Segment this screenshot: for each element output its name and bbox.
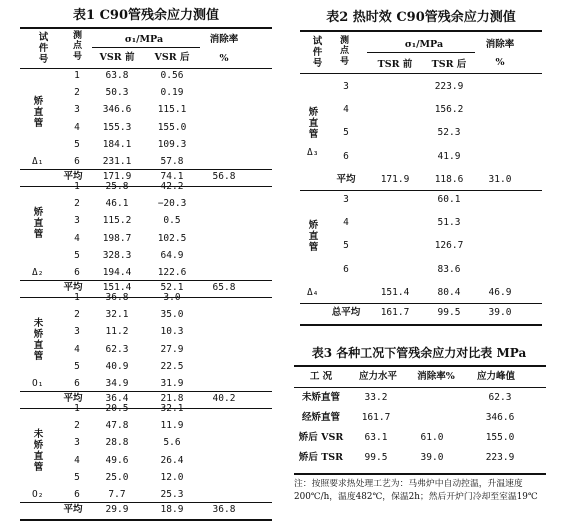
table3-cell-level: 99.5: [364, 452, 388, 463]
table-cell-after: 122.6: [157, 267, 187, 278]
table3-row-label: 未矫直管: [301, 392, 341, 403]
table-cell-before: 46.1: [105, 198, 129, 210]
table-cell-point: 3: [343, 194, 349, 205]
group-label: 矫直管: [308, 220, 319, 253]
table3-cell-peak: 155.0: [485, 432, 515, 443]
table1-col-sigma: σ₁/MPa: [124, 34, 164, 45]
avg-after: 21.8: [160, 393, 184, 405]
table-cell-point: 4: [343, 104, 349, 116]
table2-group-rule: [300, 303, 542, 304]
table2-top-rule: [300, 30, 542, 32]
table-cell-point: 5: [343, 127, 349, 139]
table-cell-after: 35.0: [160, 309, 184, 321]
table-cell-after: 156.2: [434, 104, 464, 116]
table3-row-label: 矫后 VSR: [298, 432, 344, 443]
table-cell-after: 52.3: [437, 127, 461, 139]
avg-label: 平均: [336, 173, 356, 185]
table2-col-after: TSR 后: [431, 59, 467, 70]
total-after: 99.5: [437, 307, 461, 318]
table-cell-before: 62.3: [105, 343, 129, 355]
avg-rate: 56.8: [212, 171, 236, 183]
table2-col-before: TSR 前: [377, 59, 413, 70]
table-cell-point: 4: [74, 121, 80, 133]
total-before: 161.7: [380, 307, 410, 318]
group-label: 未矫直管: [33, 318, 44, 362]
group-label: 矫直管: [33, 207, 44, 240]
table-cell-point: 4: [74, 232, 80, 244]
table-cell-after: 0.5: [163, 215, 181, 227]
table-cell-point: 2: [74, 87, 80, 99]
table-cell-before: 63.8: [105, 70, 129, 81]
table-cell-before: 47.8: [105, 420, 129, 432]
table1-col-before: VSR 前: [99, 52, 135, 63]
group-code: Δ₂: [32, 267, 44, 278]
table-cell-before: 49.6: [105, 454, 129, 466]
table-cell-before: 11.2: [105, 326, 129, 338]
table-cell-point: 1: [74, 403, 80, 414]
table1-group-rule: [20, 297, 272, 298]
avg-after: 74.1: [160, 171, 184, 183]
table1-col-sample: 试件号: [38, 32, 49, 65]
table-cell-point: 5: [74, 138, 80, 150]
table2-group-rule: [300, 190, 542, 191]
table-cell-after: 27.9: [160, 343, 184, 355]
table2-title: 表2 热时效 C90管残余应力测值: [326, 10, 516, 25]
table-cell-point: 4: [74, 343, 80, 355]
table-cell-before: 25.8: [105, 181, 129, 192]
table-cell-before: 20.5: [105, 403, 129, 414]
table3-header: 消除率%: [417, 371, 455, 382]
table-cell-before: 40.9: [105, 360, 129, 372]
table-cell-point: 3: [74, 437, 80, 449]
avg-before: 36.4: [105, 393, 129, 405]
table-cell-before: 34.9: [105, 378, 129, 389]
table-cell-after: 25.3: [160, 489, 184, 500]
table-cell-before: 231.1: [102, 156, 132, 167]
table-cell-point: 6: [343, 263, 349, 275]
table-cell-after: 22.5: [160, 360, 184, 372]
table-cell-after: 64.9: [160, 249, 184, 261]
avg-before: 29.9: [105, 504, 129, 516]
table-cell-point: 2: [74, 309, 80, 321]
group-label: 矫直管: [308, 107, 319, 140]
table-cell-after: 126.7: [434, 240, 464, 252]
group-code: O₂: [32, 489, 44, 500]
table-cell-after: 155.0: [157, 121, 187, 133]
group-code: Δ₄: [307, 286, 319, 298]
group-label: 矫直管: [33, 96, 44, 129]
table-cell-point: 1: [74, 292, 80, 303]
table-cell-before: 328.3: [102, 249, 132, 261]
table3-cell-level: 161.7: [361, 412, 391, 423]
table3-cell-level: 63.1: [364, 432, 388, 443]
table-cell-point: 6: [343, 150, 349, 162]
table-cell-before: 25.0: [105, 471, 129, 483]
table1-avg-rule: [20, 391, 272, 392]
table-cell-after: 60.1: [437, 194, 461, 205]
table-cell-point: 2: [74, 198, 80, 210]
avg-rate: 36.8: [212, 504, 236, 516]
table3-cell-rate: 61.0: [420, 432, 444, 443]
table2-col-sample: 试件号: [312, 36, 323, 69]
table-cell-point: 2: [74, 420, 80, 432]
avg-after: 118.6: [434, 173, 464, 185]
table2-col-rate: 消除率: [485, 39, 515, 50]
avg-before: 151.4: [380, 286, 410, 298]
table1-col-rate: 消除率: [209, 34, 239, 45]
avg-rate: 40.2: [212, 393, 236, 405]
table3-bottom-rule: [294, 473, 546, 475]
table3-header: 应力峰值: [476, 371, 516, 382]
table-cell-after: 0.19: [160, 87, 184, 99]
table1-group-rule: [20, 408, 272, 409]
group-code: O₁: [32, 378, 44, 389]
table-cell-point: 6: [74, 156, 80, 167]
avg-label: 平均: [63, 504, 83, 516]
table-cell-point: 4: [343, 217, 349, 229]
avg-rate: 31.0: [488, 173, 512, 185]
table-cell-before: 194.4: [102, 267, 132, 278]
table1-avg-rule: [20, 502, 272, 503]
table-cell-after: 83.6: [437, 263, 461, 275]
table-cell-point: 6: [74, 267, 80, 278]
table-cell-after: 102.5: [157, 232, 187, 244]
table1-group-rule: [20, 519, 272, 521]
avg-after: 18.9: [160, 504, 184, 516]
table1-col-after: VSR 后: [154, 52, 190, 63]
table2-sigma-rule: [367, 52, 475, 53]
table-cell-after: −20.3: [157, 198, 187, 210]
table-cell-after: 3.0: [163, 292, 181, 303]
table3-cell-peak: 62.3: [488, 392, 512, 403]
table-cell-point: 3: [74, 104, 80, 116]
table2-col-rate-unit: %: [495, 57, 505, 68]
table-cell-before: 7.7: [108, 489, 126, 500]
table-cell-after: 31.9: [160, 378, 184, 389]
table-cell-point: 6: [74, 489, 80, 500]
table-cell-before: 50.3: [105, 87, 129, 99]
table-cell-after: 32.1: [160, 403, 184, 414]
table-cell-point: 5: [343, 240, 349, 252]
table-cell-after: 41.9: [437, 150, 461, 162]
avg-before: 171.9: [380, 173, 410, 185]
table-cell-point: 5: [74, 249, 80, 261]
table-cell-point: 3: [74, 215, 80, 227]
table2-col-point: 测点号: [339, 36, 349, 67]
table-cell-after: 11.9: [160, 420, 184, 432]
table1-top-rule: [20, 27, 272, 29]
table-cell-after: 42.2: [160, 181, 184, 192]
table3-row-label: 经矫直管: [301, 412, 341, 423]
avg-rate: 46.9: [488, 286, 512, 298]
table-cell-before: 184.1: [102, 138, 132, 150]
table-cell-point: 3: [74, 326, 80, 338]
table1-group-rule: [20, 186, 272, 187]
table3-title: 表3 各种工况下管残余应力对比表 MPa: [311, 346, 527, 360]
table2-header-rule: [300, 73, 542, 74]
table-cell-point: 1: [74, 181, 80, 192]
table-cell-point: 5: [74, 471, 80, 483]
table-cell-after: 115.1: [157, 104, 187, 116]
table-cell-after: 109.3: [157, 138, 187, 150]
table-cell-after: 10.3: [160, 326, 184, 338]
table3-cell-peak: 346.6: [485, 412, 515, 423]
table-cell-before: 346.6: [102, 104, 132, 116]
table1-col-point: 测点号: [72, 31, 82, 62]
table3-row-label: 矫后 TSR: [298, 452, 344, 463]
avg-label: 平均: [63, 393, 83, 405]
table-cell-point: 3: [343, 81, 349, 92]
table-cell-after: 26.4: [160, 454, 184, 466]
table3-header: 应力水平: [358, 371, 398, 382]
group-code: Δ₁: [32, 156, 44, 167]
table1-sigma-rule: [92, 47, 200, 48]
table1-avg-rule: [20, 169, 272, 170]
table3-cell-rate: 39.0: [420, 452, 444, 463]
avg-after: 52.1: [160, 282, 184, 294]
avg-after: 80.4: [437, 286, 461, 298]
table1-col-rate-unit: %: [219, 53, 229, 64]
table3-note: 注：按照要求热处理工艺为：马弗炉中自动控温，升温速度200℃/h，温度482℃，保温2h；然后开炉门冷却至室温19℃: [294, 479, 538, 502]
table-cell-before: 155.3: [102, 121, 132, 133]
table2-col-sigma: σ₁/MPa: [404, 39, 444, 50]
table3-cell-peak: 223.9: [485, 452, 515, 463]
total-label: 总平均: [331, 307, 361, 318]
table-cell-after: 223.9: [434, 81, 464, 92]
avg-before: 171.9: [102, 171, 132, 183]
table-cell-before: 28.8: [105, 437, 129, 449]
table1-header-rule: [20, 68, 272, 69]
table-cell-before: 198.7: [102, 232, 132, 244]
avg-rate: 65.8: [212, 282, 236, 294]
table1-avg-rule: [20, 280, 272, 281]
total-rate: 39.0: [488, 307, 512, 318]
table-cell-after: 0.56: [160, 70, 184, 81]
group-code: Δ₃: [307, 146, 319, 158]
table-cell-before: 32.1: [105, 309, 129, 321]
avg-label: 平均: [63, 171, 83, 183]
table-cell-after: 57.8: [160, 156, 184, 167]
table1-title: 表1 C90管残余应力测值: [72, 8, 220, 23]
table-cell-after: 12.0: [160, 471, 184, 483]
table-cell-before: 115.2: [102, 215, 132, 227]
group-label: 未矫直管: [33, 429, 44, 473]
avg-label: 平均: [63, 282, 83, 294]
table-cell-after: 5.6: [163, 437, 181, 449]
table-cell-before: 36.8: [105, 292, 129, 303]
table3-header-rule: [294, 387, 546, 388]
avg-before: 151.4: [102, 282, 132, 294]
table3-header: 工 况: [309, 371, 333, 382]
table-cell-point: 5: [74, 360, 80, 372]
table-cell-after: 51.3: [437, 217, 461, 229]
table3-top-rule: [294, 365, 546, 367]
table-cell-point: 4: [74, 454, 80, 466]
table2-bottom-rule: [300, 324, 542, 326]
table-cell-point: 1: [74, 70, 80, 81]
table3-cell-level: 33.2: [364, 392, 388, 403]
table-cell-point: 6: [74, 378, 80, 389]
